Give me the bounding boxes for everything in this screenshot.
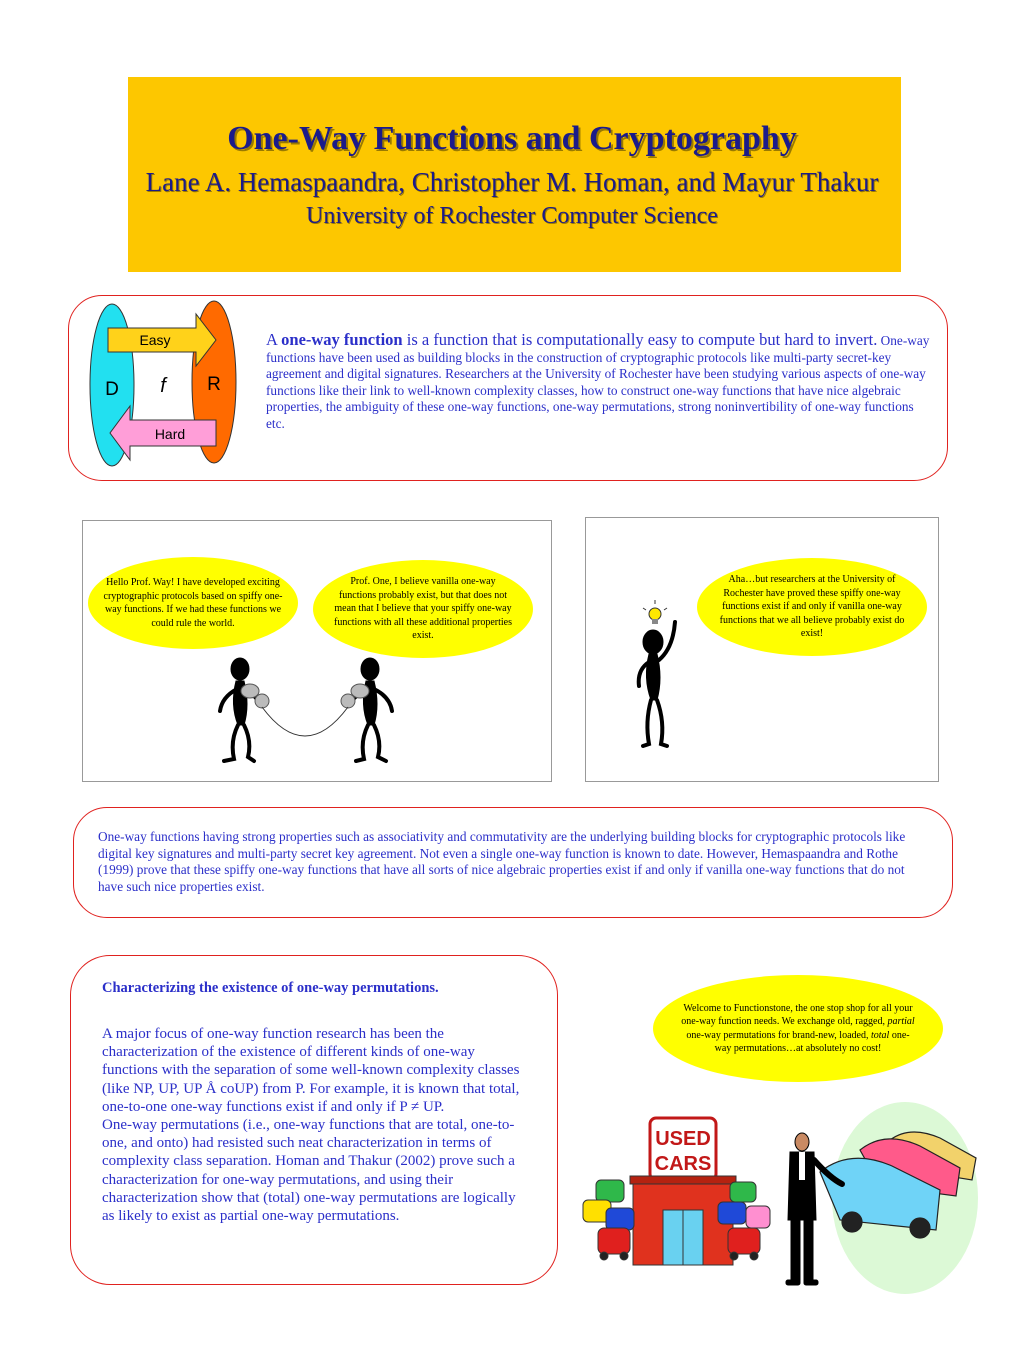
functionstone-text: Welcome to Functionstone, the one stop shop for all your one-way function needs. We exchange old, ragged, partial one-way permutations for brand-new, loaded, total one-way permutations…at absolutely no cost! [681, 1002, 915, 1054]
intro-body: One-way functions have been used as building blocks in the construction of cryptographic protocols like multi-party secret-key agreement and digital signatures. Researchers at the University of Rochester have been studying various aspects of one-way functions like their link to well-known complexity classes, how to construct one-way functions that have nice algebraic properties, the ambiguity of these one-way functions, one-way permutations, strong noninvertibility of one-way functions etc. [266, 333, 930, 431]
stick-figure-prof-way [352, 658, 392, 761]
idea-illustration [625, 598, 695, 750]
stick-figure-thinking [639, 622, 675, 746]
used-cars-sign [650, 1118, 716, 1180]
range-label: R [207, 374, 221, 395]
phone-call-illustration [200, 655, 420, 770]
used-cars-sign-line-two: CARS [654, 1153, 712, 1175]
intro-paragraph [266, 332, 930, 432]
speech-bubble-one [88, 557, 298, 649]
permutations-heading: Characterizing the existence of one-way permutations. [102, 980, 439, 996]
speech-bubble-two [313, 560, 533, 658]
intro-prefix: A [266, 330, 282, 349]
properties-paragraph: One-way functions having strong properties such as associativity and commutativity are the underlying building blocks for cryptographic protocols like digital key signatures and multi-party secret key agreement. Not even a single one-way function is known to date. However, Hemaspaandra and Rothe (1999) prove that these spiffy one-way functions that have all sorts of nice algebraic properties exist if and only if vanilla one-way functions that do not have such nice properties exist. [98, 829, 906, 894]
hard-label: Hard [154, 426, 186, 442]
domain-label: D [105, 379, 119, 400]
speech-bubble-one-text: Hello Prof. Way! I have developed exciting cryptographic protocols based on spiffy one-way functions. If we had these functions we could rule the world. [103, 577, 283, 629]
easy-label: Easy [139, 332, 171, 348]
poster-affiliation: University of Rochester Computer Science [306, 203, 718, 229]
intro-lead: is a function that is computationally easy to compute but hard to invert. [402, 330, 878, 349]
speech-bubble-three-text: Aha…but researchers at the University of Rochester have proved these spiffy one-way functions exist if and only if vanilla one-way functions that we all believe probably exist do exist! [719, 574, 905, 640]
used-cars-sign-line-one: USED [655, 1128, 711, 1150]
speech-bubble-two-text: Prof. One, I believe vanilla one-way functions probably exist, but that does not mean that I believe that your spiffy one-way functions with all these additional properties exist. [333, 576, 512, 642]
parked-cars-left [583, 1180, 634, 1260]
poster-title: One-Way Functions and Cryptography [227, 120, 797, 157]
stick-figure-prof-one [220, 658, 258, 761]
intro-term: one-way function [281, 330, 403, 349]
speech-bubble-three [697, 558, 927, 656]
used-cars-lot-illustration [578, 1110, 778, 1285]
functionstone-bubble [653, 975, 943, 1082]
poster-authors: Lane A. Hemaspaandra, Christopher M. Homan, and Mayur Thakur [145, 167, 879, 197]
function-label: f [160, 375, 166, 397]
permutations-paragraph-one: A major focus of one-way function research has been the characterization of the existence of different kinds of one-way functions with the separation of some well-known complexity classes (like NP, UP, UP Å coUP) from P. For example, it is known that total, one-to-one one-way functions exist if and only if P ≠ UP. [102, 1026, 520, 1115]
permutations-paragraph-two: One-way permutations (i.e., one-way functions that are total, one-to-one, and onto) had resisted such neat characterization in terms of complexity class separation. Homan and Thakur (2002) prove such a characterization for one-way permutations, and using their characterization show that (total) one-way permutations are logically as likely to exist as partial one-way permutations. [102, 1117, 516, 1225]
lightbulb-icon [643, 600, 667, 624]
domain-range-diagram [88, 300, 248, 470]
car-salesman-illustration [780, 1100, 980, 1295]
permutations-body [102, 1025, 522, 1225]
phone-cord [262, 707, 348, 736]
